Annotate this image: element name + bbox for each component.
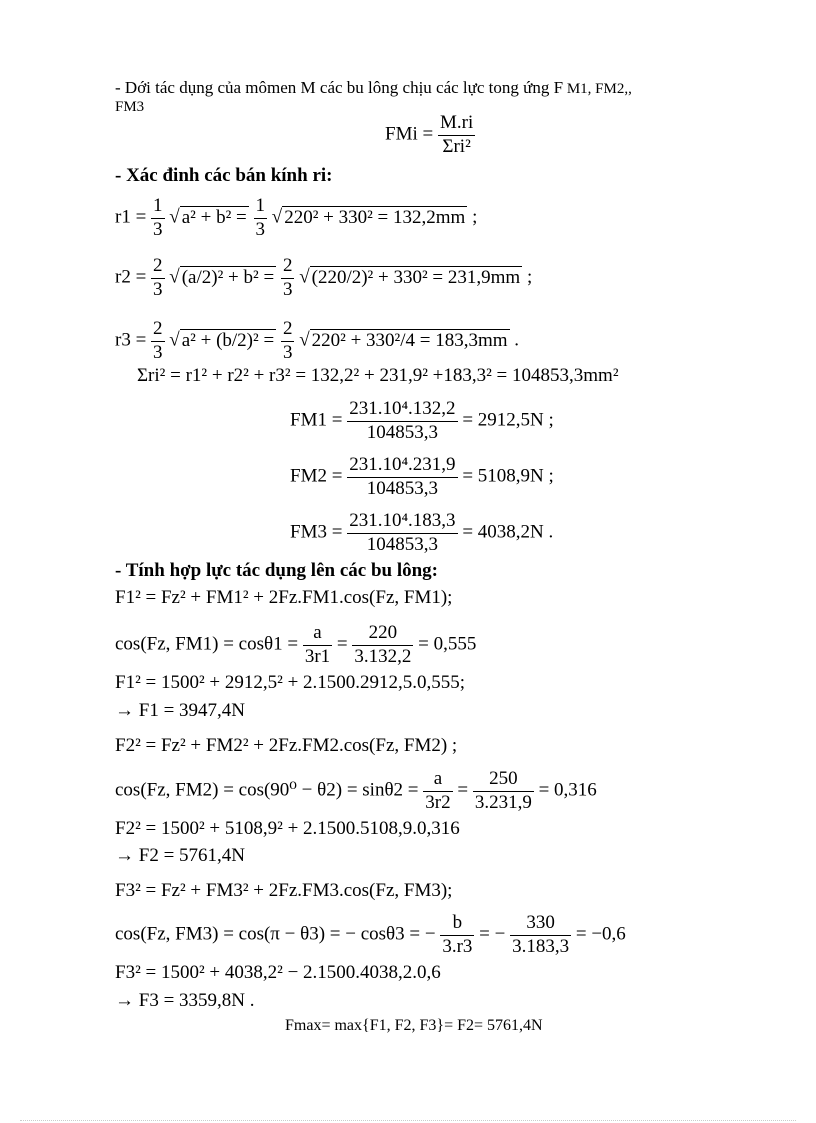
eq-fmi-frac [438,112,475,159]
intro-line-2: FM3 [115,99,145,115]
eq-sum: Σri² = r1² + r2² + r3² = 132,2² + 231,9² +183,3² = 104853,3mm² [137,365,619,386]
eq-l6a: cos(Fz, FM2) = cos(90⁰ − θ2) = sinθ2 = [115,779,419,801]
eq-fm1-rhs: = 2912,5N ; [462,409,554,431]
eq-r3-end: . [514,329,520,351]
eq-fm2-rhs: = 5108,9N ; [462,465,554,487]
eq-l3: F1² = 1500² + 2912,5² + 2.1500.2912,5.0,555; [115,672,466,693]
eq-fm3-num: 231.10⁴.183,3 [347,510,457,534]
eq-l10-num2: 330 [510,912,571,936]
eq-fmax: Fmax= max{F1, F2, F3}= F2= 5761,4N [285,1017,543,1034]
eq-l2-den2: 3.132,2 [354,645,412,667]
eq-l10a: cos(Fz, FM3) = cos(π − θ3) = − cosθ3 = − [115,923,436,945]
eq-l5: F2² = Fz² + FM2² + 2Fz.FM2.cos(Fz, FM2) ; [115,735,458,756]
eq-l11: F3² = 1500² + 4038,2² − 2.1500.4038,2.0,6 [115,962,441,983]
eq-l6: cos(Fz, FM2) = cos(90⁰ − θ2) = sinθ2 = $\frac{a}{3r2}$ = $\frac{250}{3.231,9}$ = 0,316 [115,768,597,813]
eq-l2-end: = 0,555 [418,633,477,655]
eq-fm3-den: 104853,3 [366,533,438,555]
eq-fm3-rhs: = 4038,2N . [462,521,554,543]
eq-l8: → F2 = 5761,4N [115,845,246,866]
eq-l6-num1: a [423,768,452,792]
eq-r2: r2 = $\frac{2}{3}$ √ (a/2)² + b² = $\frac{2}{3}$ √ (220/2)² + 330² = 231,9mm ; [115,255,533,300]
eq-fmi [385,112,475,159]
eq-r3-lhs: r3 = [115,329,147,351]
eq-l2-mid: = [336,633,348,655]
eq-fm1-lhs: FM1 = [290,409,343,431]
eq-l6-end: = 0,316 [538,779,597,801]
eq-r2-lhs: r2 = [115,266,147,288]
eq-l10-mid: = − [479,923,506,945]
eq-fm2 [290,454,554,501]
eq-l9: F3² = Fz² + FM3² + 2Fz.FM3.cos(Fz, FM3); [115,880,453,901]
eq-r1-lhs: r1 = [115,206,147,228]
eq-r3-mid2: 220² + 330²/4 = 183,3mm [311,329,508,351]
eq-l10-den1: 3.r3 [442,935,473,957]
eq-l6-den2: 3.231,9 [474,791,532,813]
eq-r3: r3 = $\frac{2}{3}$ √ a² + (b/2)² = $\frac{2}{3}$ √ 220² + 330²/4 = 183,3mm . [115,318,520,363]
eq-fm2-lhs: FM2 = [290,465,343,487]
page-footer-divider [20,1120,796,1121]
eq-l12: → F3 = 3359,8N . [115,990,255,1011]
eq-r2-mid2: (220/2)² + 330² = 231,9mm [311,266,521,288]
eq-l1: F1² = Fz² + FM1² + 2Fz.FM1.cos(Fz, FM1); [115,587,453,608]
eq-l10-den2: 3.183,3 [512,935,570,957]
eq-l10-end: = −0,6 [575,923,626,945]
eq-l2a: cos(Fz, FM1) = cosθ1 = [115,633,299,655]
eq-l4: → F1 = 3947,4N [115,700,246,721]
eq-fm1-den: 104853,3 [366,421,438,443]
eq-fm3-lhs: FM3 = [290,521,343,543]
eq-l2-num2: 220 [352,622,413,646]
eq-l7: F2² = 1500² + 5108,9² + 2.1500.5108,9.0,316 [115,818,460,839]
eq-r1-mid2: 220² + 330² = 132,2mm [284,206,466,228]
eq-fmi-num: M.ri [438,112,475,136]
eq-r3-mid: a² + (b/2)² = [181,329,275,351]
eq-r1-end: ; [472,206,478,228]
heading-result: - Tính hợp lực tác dụng lên các bu lông: [115,560,438,581]
eq-fm3 [290,510,553,557]
eq-fmi-lhs: FMi = [385,123,434,145]
eq-r2-mid: (a/2)² + b² = [181,266,275,288]
eq-fm1-num: 231.10⁴.132,2 [347,398,457,422]
eq-fm1 [290,398,554,445]
eq-r2-end: ; [526,266,533,288]
eq-l6-den1: 3r2 [425,791,451,813]
eq-l2-num1: a [303,622,332,646]
eq-r1: r1 = $\frac{1}{3}$ √ a² + b² = $\frac{1}{3}$ √ 220² + 330² = 132,2mm ; [115,195,478,240]
intro-line: - Dới tác dụng của mômen M các bu lông chịu các lực tong ứng F M1, FM2,, [115,78,632,97]
eq-fm2-den: 104853,3 [366,477,438,499]
eq-l2-den1: 3r1 [304,645,331,667]
heading-radius: - Xác đinh các bán kính ri: [115,165,333,186]
eq-fmi-den: Σri² [442,135,471,157]
eq-l10-num1: b [440,912,474,936]
eq-l6-num2: 250 [473,768,534,792]
eq-r1-mid: a² + b² = [181,206,247,228]
eq-l10 [115,912,626,959]
eq-fm2-num: 231.10⁴.231,9 [347,454,457,478]
eq-l2 [115,622,476,669]
